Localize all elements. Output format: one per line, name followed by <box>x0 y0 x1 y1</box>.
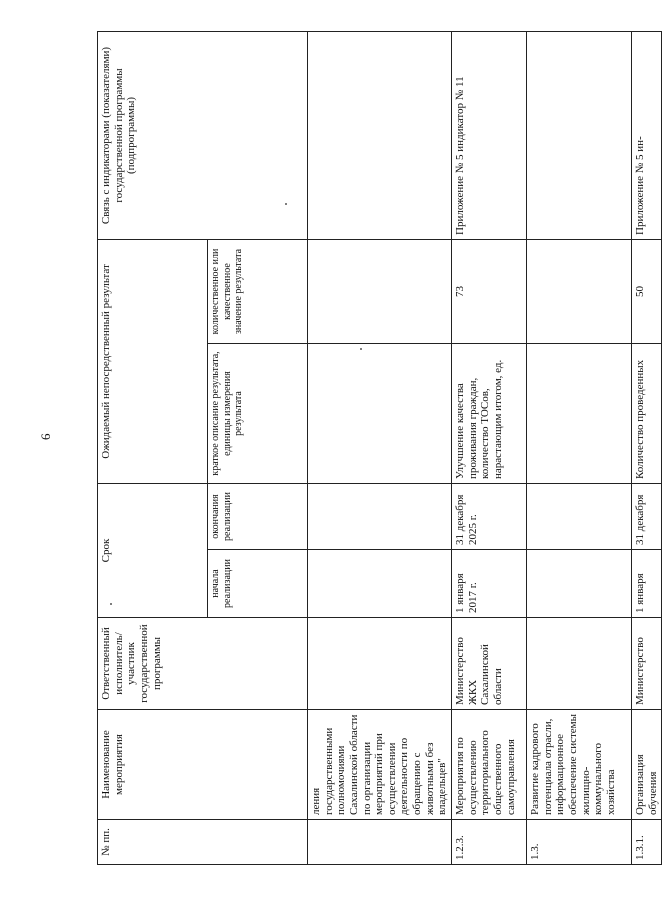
cell-end <box>308 484 452 550</box>
cell-start: 1 января <box>632 550 662 618</box>
cell-no: 1.3.1. <box>632 820 662 865</box>
cell-end: 31 декабря 2025 г. <box>452 484 527 550</box>
header-term-end: окончания реализации <box>208 484 308 550</box>
cell-name: Организация обучения <box>632 710 662 820</box>
cell-link: Приложение № 5 индикатор № 11 <box>452 31 527 239</box>
cell-start <box>527 550 632 618</box>
cell-link <box>308 31 452 239</box>
cell-desc: Количество проведенных <box>632 344 662 484</box>
header-result-desc: краткое описание результата, единицы измерения результата <box>208 344 308 484</box>
scan-speck <box>360 348 362 350</box>
cell-link: Приложение № 5 ин- <box>632 31 662 239</box>
table-row <box>632 31 662 864</box>
cell-name: ления государственными полномочиями Сахалинской области по организации мероприятий при осуществлении деятельности по обращению с животными без владельцев" <box>308 710 452 820</box>
cell-name: Мероприятия по осуществлению территориального общественного самоуправления <box>452 710 527 820</box>
cell-value <box>308 239 452 343</box>
header-term-start: начала реализации <box>208 550 308 618</box>
page-number: 6 <box>38 433 53 440</box>
cell-link <box>527 31 632 239</box>
cell-no: 1.2.3. <box>452 820 527 865</box>
header-term: Срок <box>98 484 208 618</box>
header-name: Наименование мероприятия <box>98 710 308 820</box>
table-row <box>452 31 527 864</box>
table-row <box>308 31 452 864</box>
cell-value: 50 <box>632 239 662 343</box>
cell-responsible <box>527 618 632 710</box>
cell-desc <box>527 344 632 484</box>
cell-end <box>527 484 632 550</box>
scan-speck <box>285 203 287 205</box>
cell-responsible: Министерство ЖКХ Сахалинской области <box>452 618 527 710</box>
cell-no <box>308 820 452 865</box>
cell-no: 1.3. <box>527 820 632 865</box>
header-result-value: количественное или качественное значение результата <box>208 239 308 343</box>
cell-end: 31 декабря <box>632 484 662 550</box>
header-responsible: Ответственный исполнитель/участник государственной программы <box>98 618 308 710</box>
cell-responsible <box>308 618 452 710</box>
measures-table <box>97 31 662 865</box>
cell-name: Развитие кадрового потенциала отрасли, информационное обеспечение системы жилищно-коммунального хозяйства <box>527 710 632 820</box>
scan-speck <box>110 603 112 605</box>
cell-start: 1 января 2017 г. <box>452 550 527 618</box>
cell-value <box>527 239 632 343</box>
cell-start <box>308 550 452 618</box>
cell-desc <box>308 344 452 484</box>
table-row <box>527 31 632 864</box>
cell-value: 73 <box>452 239 527 343</box>
header-result: Ожидаемый непосредственный результат <box>98 239 208 483</box>
cell-desc: Улучшение качества проживания граждан, количество ТОСов, нарастающим итогом, ед. <box>452 344 527 484</box>
header-link: Связь с индикаторами (показателями) государственной программы (подпрограммы) <box>98 31 308 239</box>
header-no: № пп. <box>98 820 308 865</box>
cell-responsible: Министерство <box>632 618 662 710</box>
